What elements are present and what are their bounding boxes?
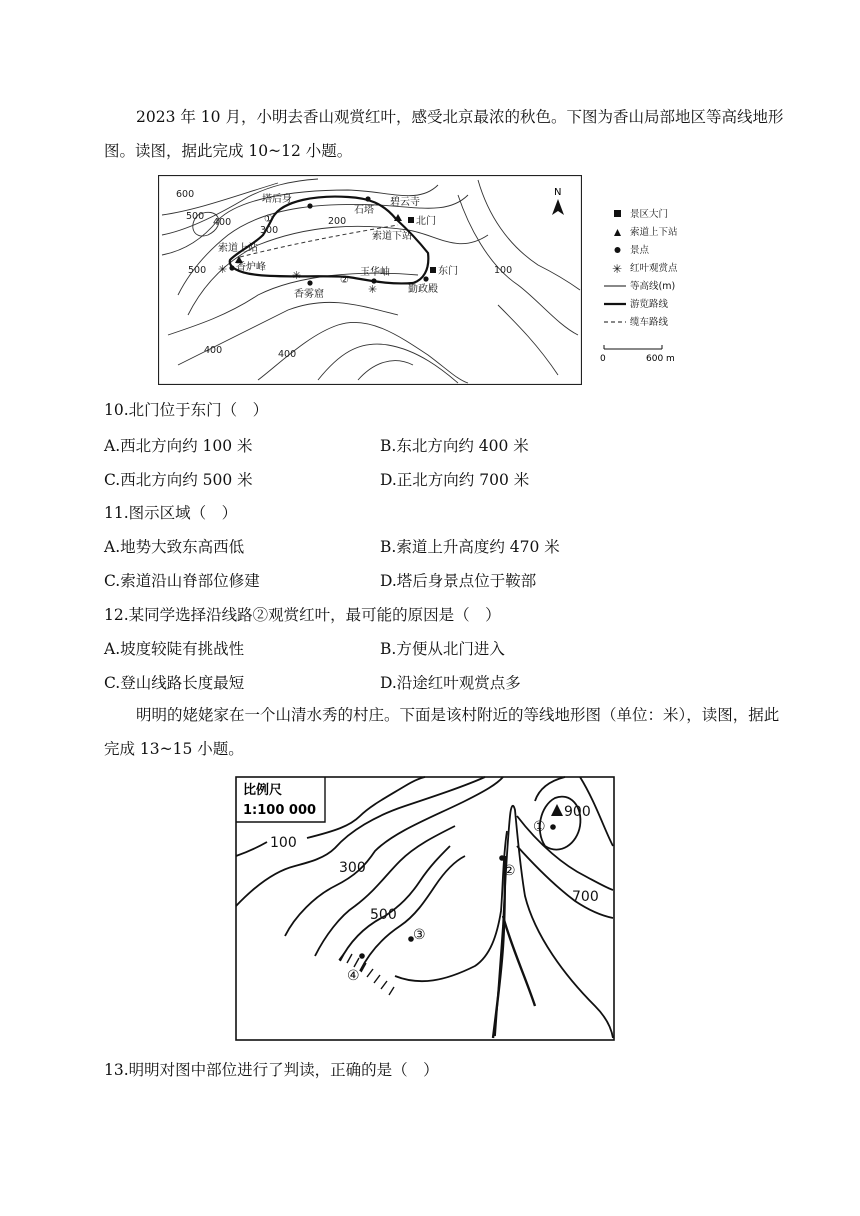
scenic-spot-marker [307,280,312,285]
q12-option-d[interactable]: D.沿途红叶观赏点多 [380,674,521,692]
contour-label-300: 300 [339,860,366,876]
q10-option-d[interactable]: D.正北方向约 700 米 [380,471,530,489]
svg-text:N: N [554,187,562,198]
red-leaf-legend-icon: ✳ [612,262,623,276]
q11-option-b[interactable]: B.索道上升高度约 470 米 [380,538,560,556]
question-12-stem: 12.某同学选择沿线路②观赏红叶，最可能的原因是（ ） [104,606,501,624]
label-qinzhengdian: 勤政殿 [408,284,438,295]
legend-cable-route: 缆车路线 [630,317,669,328]
gate-marker [408,217,414,223]
q11-option-d[interactable]: D.塔后身景点位于鞍部 [380,572,537,590]
contour-label-400c: 400 [278,349,297,360]
contour-label-500: 500 [370,907,397,923]
route-mark-1: ① [264,214,273,225]
label-beimen: 北门 [416,216,436,227]
point-2-marker [499,855,505,861]
label-tahoushen: 塔后身 [262,194,292,205]
svg-text:600 m: 600 m [646,354,675,364]
question-11-stem: 11.图示区域（ ） [104,504,238,522]
q12-option-c[interactable]: C.登山线路长度最短 [104,674,245,692]
xiangshan-contour-map [158,175,582,385]
point-2-label: ② [503,863,516,879]
svg-text:0: 0 [600,354,606,364]
q12-option-a[interactable]: A.坡度较陡有挑战性 [104,640,245,658]
red-leaf-viewpoint-icon: ✳ [218,263,228,276]
label-suodao-shang: 索道上站 [218,243,258,254]
label-xiangwuku: 香雾窟 [294,289,324,300]
intro-paragraph-2: 明明的姥姥家在一个山清水秀的村庄。下面是该村附近的等线地形图（单位：米），读图，据此完成 13~15 小题。 [104,706,780,758]
route-mark-2: ② [340,275,349,286]
contour-label-500: 500 [186,211,205,222]
point-4-marker [359,953,365,959]
contour-label-600: 600 [176,189,195,200]
red-leaf-viewpoint-icon: ✳ [292,269,302,282]
red-leaf-viewpoint-icon: ✳ [368,283,378,296]
point-1-label: ① [533,819,546,835]
label-suodao-xia: 索道下站 [372,231,412,242]
contour-label-200: 200 [328,216,347,227]
q11-option-c[interactable]: C.索道沿山脊部位修建 [104,572,260,590]
contour-label-100: 100 [494,265,513,276]
scale-title: 比例尺 [243,783,283,798]
q10-option-b[interactable]: B.东北方向约 400 米 [380,437,529,455]
peak-elevation: 900 [564,804,591,820]
scenic-spot-marker [229,265,234,270]
q12-option-b[interactable]: B.方便从北门进入 [380,640,505,658]
point-4-label: ④ [347,968,360,984]
legend-cable-station: 索道上下站 [630,227,678,238]
scale-value: 1:100 000 [243,803,317,818]
map1-scale-bar [600,345,675,364]
label-biyunsi: 碧云寺 [390,197,420,208]
scenic-spot-marker [307,203,312,208]
point-3-label: ③ [413,927,426,943]
point-1-marker [550,824,556,830]
contour-label-700: 700 [572,889,599,905]
village-contour-map [235,776,615,1041]
legend-red-leaf: 红叶观赏点 [630,263,678,274]
label-xianglufeng: 香炉峰 [236,262,266,273]
scenic-spot-marker [365,196,370,201]
contour-label-500b: 500 [188,265,207,276]
legend-scenic-spot: 景点 [630,245,650,256]
label-shita: 石塔 [354,205,374,216]
scenic-spot-marker [423,276,428,281]
gate-marker [430,267,436,273]
intro-paragraph-1: 2023 年 10 月，小明去香山观赏红叶，感受北京最浓的秋色。下图为香山局部地区等高线地形图。读图，据此完成 10~12 小题。 [104,108,784,160]
contour-label-400: 400 [213,217,232,228]
question-13-stem: 13.明明对图中部位进行了判读，正确的是（ ） [104,1061,439,1079]
legend-contour: 等高线(m) [630,281,676,292]
xiangshan-map-legend [600,205,710,365]
contour-label-100: 100 [270,835,297,851]
label-yuhuashan: 玉华岫 [360,267,390,278]
label-dongmen: 东门 [438,266,458,277]
question-10-stem: 10.北门位于东门（ ） [104,401,269,419]
q10-option-a[interactable]: A.西北方向约 100 米 [104,437,253,455]
q11-option-a[interactable]: A.地势大致东高西低 [104,538,245,556]
legend-tour-route: 游览路线 [630,299,669,310]
contour-label-400b: 400 [204,345,223,356]
legend-gate: 景区大门 [630,209,669,220]
q10-option-c[interactable]: C.西北方向约 500 米 [104,471,253,489]
contour-label-300: 300 [260,225,279,236]
